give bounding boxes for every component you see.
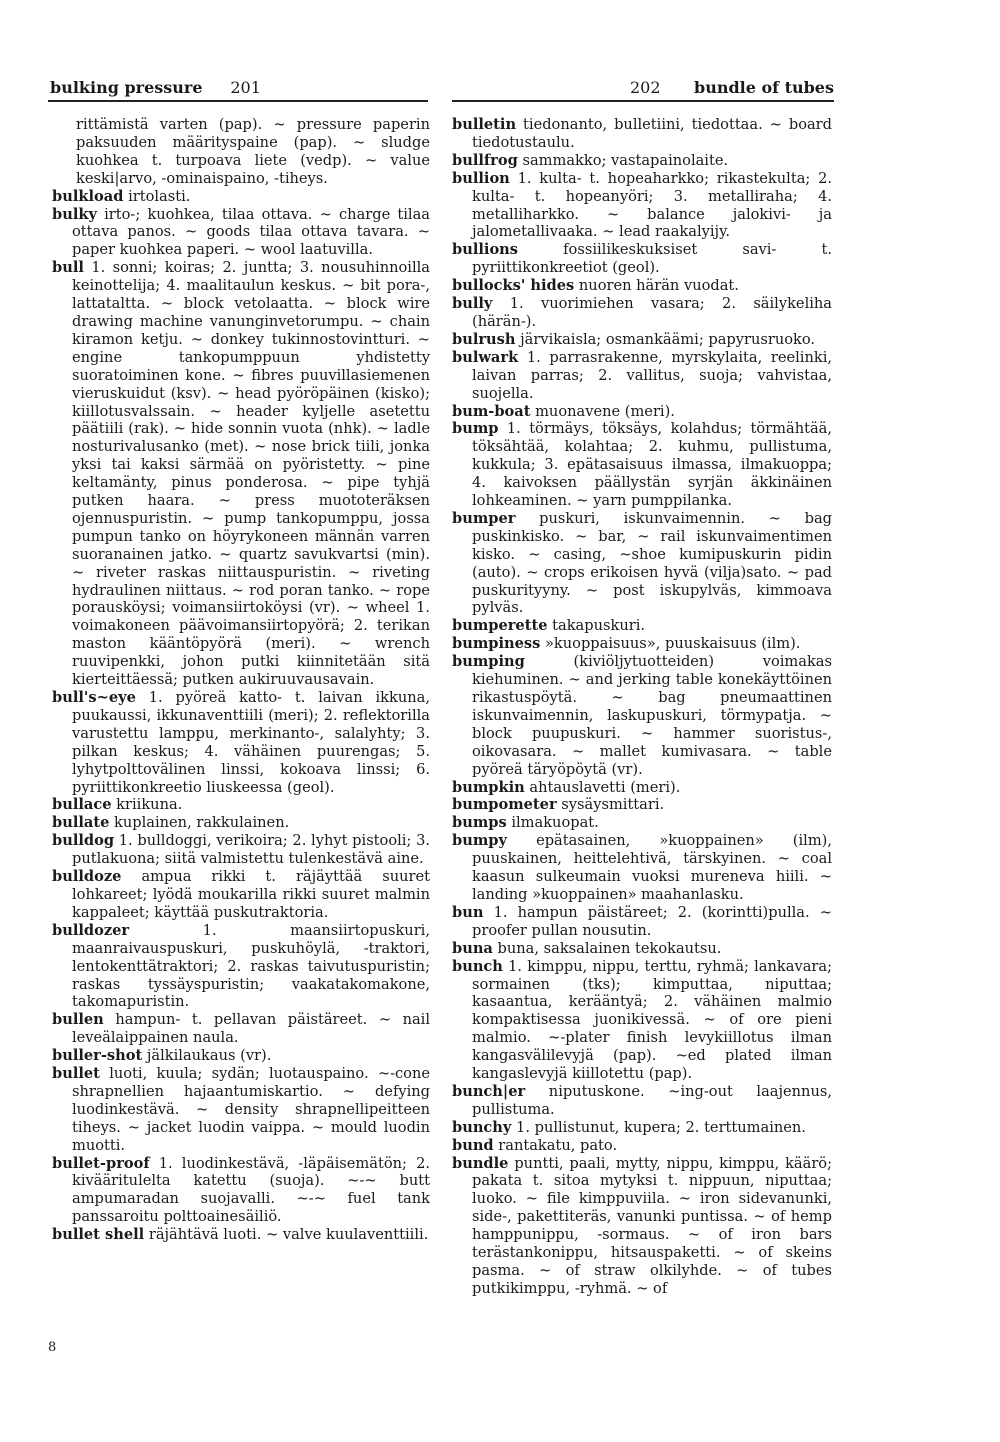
entry-definition: sammakko; vastapainolaite.	[522, 151, 729, 169]
entry-definition: jälkilaukaus (vr).	[146, 1047, 272, 1065]
right-column	[452, 116, 832, 1298]
left-column	[52, 116, 430, 1244]
dictionary-entry	[452, 420, 832, 510]
sheet-number: 8	[48, 1340, 57, 1355]
entry-headword: bum-boat	[452, 402, 531, 420]
dictionary-entry	[452, 170, 832, 242]
entry-headword: bullion	[452, 169, 510, 187]
entry-definition: (kiviöljytuotteiden) voimakas kiehuminen. ~ and jerking table konekäyttöinen rikastuspöytä. ~ bag pneumaattinen iskunvaimennin, laskupuskuri, törmypatja. ~ block puupuskuri. ~ hammer suoristus-, oikovasara. ~ mallet kumivasara. ~ table pyöreä täryöpöytä (vr).	[472, 653, 832, 778]
dictionary-entry	[52, 922, 430, 1012]
entry-definition: 1. hampun päistäreet; 2. (korintti)pulla. ~ proofer pullan nousutin.	[472, 903, 832, 939]
entry-headword: bulkload	[52, 187, 124, 205]
entry-headword: bullate	[52, 814, 110, 832]
dictionary-entry	[52, 868, 430, 922]
dictionary-entry	[452, 832, 832, 904]
entry-headword: bun	[452, 903, 484, 921]
entry-definition: järvikaisla; osmankäämi; papyrusruoko.	[520, 330, 816, 348]
entry-headword: bump	[452, 420, 499, 438]
left-page-number: 201	[230, 78, 261, 97]
entry-definition: 1. pyöreä katto- t. laivan ikkuna, puukaussi, ikkunaventtiili (meri); 2. reflektorilla varustettu lamppu, merkinanto-, salalyhty; 3. pilkan keskus; 4. vähäinen puurengas; 5. lyhytpolttovälinen linssi, kokoava linssi; 6. pyriittikonkreetio liuskeessa (geol).	[72, 689, 430, 796]
right-running-head	[694, 78, 834, 100]
entry-definition: nuoren härän vuodat.	[578, 277, 739, 295]
entry-definition: »kuoppaisuus», puuskaisuus (ilm).	[544, 635, 801, 653]
entry-definition: puntti, paali, mytty, nippu, kimppu, käärö; pakata t. sitoa mytyksi t. nippuun, niputtaa; luoko. ~ file kimppuviila. ~ iron sidevanunki, side-, pakettiteräs, vanunki puntissa. ~ of hemp hamppunippu, -sormaus. ~ of iron bars terästankonippu, hitsauspaketti. ~ of skeins pasma. ~ of straw olkilyhde. ~ of tubes putkikimppu, -ryhmä. ~ of	[472, 1154, 832, 1297]
entry-definition: 1. luodinkestävä, -läpäisemätön; 2. kivääritulelta katettu (suoja). ~-~ butt ampumaradan suojavalli. ~-~ fuel tank panssaroitu polttoainesäiliö.	[72, 1154, 430, 1226]
dictionary-entry	[52, 689, 430, 796]
entry-definition: epätasainen, »kuoppainen» (ilm), puuskainen, heittelehtivä, tärskyinen. ~ coal kaasun sulkeumain vuoksi mureneva hiili. ~ landing »kuoppainen» maahanlasku.	[472, 832, 833, 903]
entry-headword: buller-shot	[52, 1047, 143, 1065]
entry-headword: bully	[452, 295, 493, 313]
right-header-rule	[452, 100, 834, 102]
dictionary-entry	[452, 277, 832, 295]
right-page-number: 202	[630, 78, 661, 97]
entry-headword: bunch	[452, 957, 503, 975]
left-running-head	[50, 78, 261, 100]
entry-definition: irtolasti.	[128, 187, 191, 205]
dictionary-entry	[52, 1155, 430, 1227]
entry-headword: bulrush	[452, 330, 516, 348]
entry-headword: bund	[452, 1136, 494, 1154]
entry-definition: ampua rikki t. räjäyttää suuret lohkareet; lyödä moukarilla rikki suuret malmin kappaleet; käyttää puskutraktoria.	[72, 868, 430, 921]
entry-headword: bundle	[452, 1154, 509, 1172]
dictionary-entry	[452, 510, 832, 617]
entry-definition: buna, saksalainen tekokautsu.	[497, 939, 722, 957]
dictionary-entry	[452, 295, 832, 331]
entry-headword: bulldog	[52, 832, 115, 850]
entry-headword: bullions	[452, 241, 519, 259]
entry-definition: hampun- t. pellavan päistäreet. ~ nail leveälaippainen naula.	[72, 1011, 431, 1047]
entry-headword: bumperette	[452, 617, 548, 635]
entry-definition: 1. sonni; koiras; 2. juntta; 3. nousuhinnoilla keinottelija; 4. maalitaulun keskus. ~ bit pora-, lattataltta. ~ block vetolaatta. ~ block wire drawing machine vanunginvetorumpu. ~ chain kiramon ketju. ~ donkey tukinnostovintturi. ~ engine tankopumppuun yhdistetty suoratoiminen kone. ~ fibres puuvillasiemenen vieruskuidut (ksv). ~ head pyöröpäinen (kisko); kiillotusvalssain. ~ header kyljelle asetettu päätiili (rak). ~ hide sonnin vuota (nhk). ~ ladle nosturivalusanko (met). ~ nose brick tiili, jonka yksi tai kaksi särmää on pyöristetty. ~ pine keltamänty, pinus ponderosa. ~ pipe tyhjä putken haara. ~ press muototeräksen ojennuspuristin. ~ pump tankopumppu, jossa pumpun tanko on höyrykoneen männän varren suoranainen jatko. ~ quartz savukvartsi (min). ~ riveter raskas niittauspuristin. ~ riveting hydraulinen niittaus. ~ rod poran tanko. ~ rope porausköysi; voimansiirtoköysi (vr). ~ wheel 1. voimakoneen päävoimansiirtopyörä; 2. terikan maston kääntöpyörä (meri). ~ wrench ruuvipenkki, johon putki kiinnitetään sitä kierteittäessä; putken aukiruuvausavain.	[72, 259, 431, 689]
entry-definition: tiedonanto, bulletiini, tiedottaa. ~ board tiedotustaulu.	[472, 116, 832, 151]
dictionary-entry	[452, 940, 832, 958]
entry-headword: bullen	[52, 1011, 104, 1029]
entry-definition: sysäysmittari.	[561, 796, 665, 814]
dictionary-entry	[452, 1137, 832, 1155]
dictionary-entry	[52, 259, 430, 689]
entry-definition: 1. kulta- t. hopeaharkko; rikastekulta; 2. kulta- t. hopeanyöri; 3. metalliraha; 4. metalliharkko. ~ balance jalokivi- ja jalometallivaaka. ~ lead raakalyijy.	[472, 169, 832, 241]
entry-headword: bullet-proof	[52, 1154, 150, 1172]
dictionary-entry	[452, 814, 832, 832]
entry-headword: bullocks' hides	[452, 277, 575, 295]
entry-definition: 1. pullistunut, kupera; 2. terttumainen.	[516, 1118, 806, 1136]
entry-definition: rantakatu, pato.	[498, 1136, 618, 1154]
dictionary-entry	[452, 1083, 832, 1119]
entry-definition: irto-; kuohkea, tilaa ottava. ~ charge tilaa ottava panos. ~ goods tilaa ottava tavara. ~ paper kuohkea paperi. ~ wool laatuvilla.	[72, 205, 430, 259]
left-guide-word: bulking pressure	[50, 78, 203, 97]
entry-headword: bullet shell	[52, 1226, 145, 1244]
dictionary-entry	[452, 958, 832, 1083]
dictionary-entry	[52, 814, 430, 832]
dictionary-entry	[52, 1226, 430, 1244]
dictionary-entry	[52, 1065, 430, 1155]
dictionary-entry	[452, 152, 832, 170]
entry-headword: bull's~eye	[52, 689, 136, 706]
entry-headword: bulldozer	[52, 921, 130, 939]
entry-headword: bunch|er	[452, 1082, 526, 1100]
entry-definition: 1. maansiirtopuskuri, maanraivauspuskuri, puskuhöylä, -traktori, lentokenttätraktori; 2. raskas taivutuspuristin; raskas tyssäyspuristin; vaakatakomakone, takomapuristin.	[72, 921, 430, 1011]
dictionary-entry	[52, 796, 430, 814]
entry-definition: ahtauslavetti (meri).	[529, 778, 681, 796]
dictionary-entry	[452, 1119, 832, 1137]
entry-headword: buna	[452, 939, 493, 957]
entry-headword: bumping	[452, 653, 525, 671]
dictionary-entry	[52, 1011, 430, 1047]
entry-definition: 1. parrasrakenne, myrskylaita, reelinki, laivan parras; 2. vallitus, suoja; vahvistaa, suojella.	[472, 348, 833, 402]
entry-definition: kuplainen, rakkulainen.	[114, 814, 290, 832]
dictionary-entry	[452, 617, 832, 635]
entry-definition: 1. vuorimiehen vasara; 2. säilykeliha (härän-).	[472, 295, 833, 330]
entry-definition: takapuskuri.	[552, 617, 646, 635]
entry-definition: 1. törmäys, töksäys, kolahdus; törmähtää, töksähtää, kolahtaa; 2. kuhmu, pullistuma, kukkula; 3. epätasaisuus ilmassa, ilmakuoppa; 4. kaivoksen päällystän syrjän äkkinäinen lohkeaminen. ~ yarn pumppilanka.	[472, 420, 833, 510]
dictionary-entry	[52, 188, 430, 206]
dictionary-entry	[52, 832, 430, 868]
entry-definition: niputuskone. ~ing-out laajennus, pullistuma.	[472, 1082, 832, 1118]
dictionary-entry	[452, 904, 832, 940]
entry-definition: muonavene (meri).	[535, 402, 675, 420]
entry-definition: räjähtävä luoti. ~ valve kuulaventtiili.	[148, 1226, 429, 1244]
dictionary-entry	[452, 331, 832, 349]
dictionary-entry	[52, 206, 430, 260]
entry-headword: bumpkin	[452, 778, 525, 796]
entry-headword: bullet	[52, 1065, 100, 1083]
dictionary-entry	[452, 1155, 832, 1298]
right-page-number-wrap	[630, 78, 661, 100]
dictionary-entry	[452, 241, 832, 277]
entry-definition: 1. kimppu, nippu, terttu, ryhmä; lankavara; sormainen (tks); kimputtaa, niputtaa; kasaantua, kerääntyä; 2. vähäinen malmio kompaktisessa juonikivessä. ~ of ore pieni malmio. ~-plater finish levykiillotus ilman kangasvälilevyjä (pap). ~ed plated ilman kangaslevyjä kiillotettu (pap).	[472, 957, 832, 1083]
entry-headword: bumper	[452, 509, 516, 527]
entry-headword: bull	[52, 259, 84, 277]
right-guide-word: bundle of tubes	[694, 78, 834, 97]
left-header-rule	[48, 100, 428, 102]
dictionary-entry	[452, 635, 832, 653]
entry-headword: bullfrog	[452, 151, 518, 169]
dictionary-entry	[452, 116, 832, 152]
entry-headword: bulletin	[452, 116, 517, 133]
entry-definition: luoti, kuula; sydän; luotauspaino. ~-cone shrapnellien hajaantumiskartio. ~ defying luodinkestävä. ~ density shrapnellipeitteen tiheys. ~ jacket luodin vaippa. ~ mould luodin muotti.	[72, 1065, 431, 1154]
entry-headword: bulky	[52, 205, 97, 223]
dictionary-entry	[52, 116, 430, 188]
entry-definition: 1. bulldoggi, verikoira; 2. lyhyt pistooli; 3. putlakuona; siitä valmistettu tulenkestävä aine.	[72, 832, 431, 868]
entry-headword: bulldoze	[52, 868, 122, 886]
entry-definition: rittämistä varten (pap). ~ pressure paperin paksuuden määrityspaine (pap). ~ sludge kuohkea t. turpoava liete (vedp). ~ value keski|arvo, -ominaispaino, -tiheys.	[76, 116, 430, 187]
dictionary-entry	[452, 796, 832, 814]
entry-definition: ilmakuopat.	[511, 814, 599, 832]
entry-headword: bunchy	[452, 1118, 512, 1136]
entry-headword: bumpiness	[452, 635, 541, 653]
dictionary-entry	[452, 403, 832, 421]
dictionary-entry	[452, 349, 832, 403]
entry-headword: bullace	[52, 796, 112, 814]
entry-headword: bulwark	[452, 348, 519, 366]
dictionary-entry	[452, 653, 832, 778]
entry-headword: bumpy	[452, 832, 507, 850]
entry-definition: puskuri, iskunvaimennin. ~ bag puskinkisko. ~ bar, ~ rail iskunvaimentimen kisko. ~ casing, ~shoe kumipuskurin pidin (auto). ~ crops erikoisen hyvä (vilja)sato. ~ pad puskurityyny. ~ post iskupylväs, kimmoava pylväs.	[472, 509, 832, 617]
entry-headword: bumps	[452, 814, 507, 832]
entry-definition: kriikuna.	[116, 796, 183, 814]
entry-headword: bumpometer	[452, 796, 557, 814]
dictionary-entry	[452, 779, 832, 797]
entry-definition: fossiilikeskuksiset savi- t. pyriittikonkreetiot (geol).	[472, 241, 832, 277]
dictionary-entry	[52, 1047, 430, 1065]
